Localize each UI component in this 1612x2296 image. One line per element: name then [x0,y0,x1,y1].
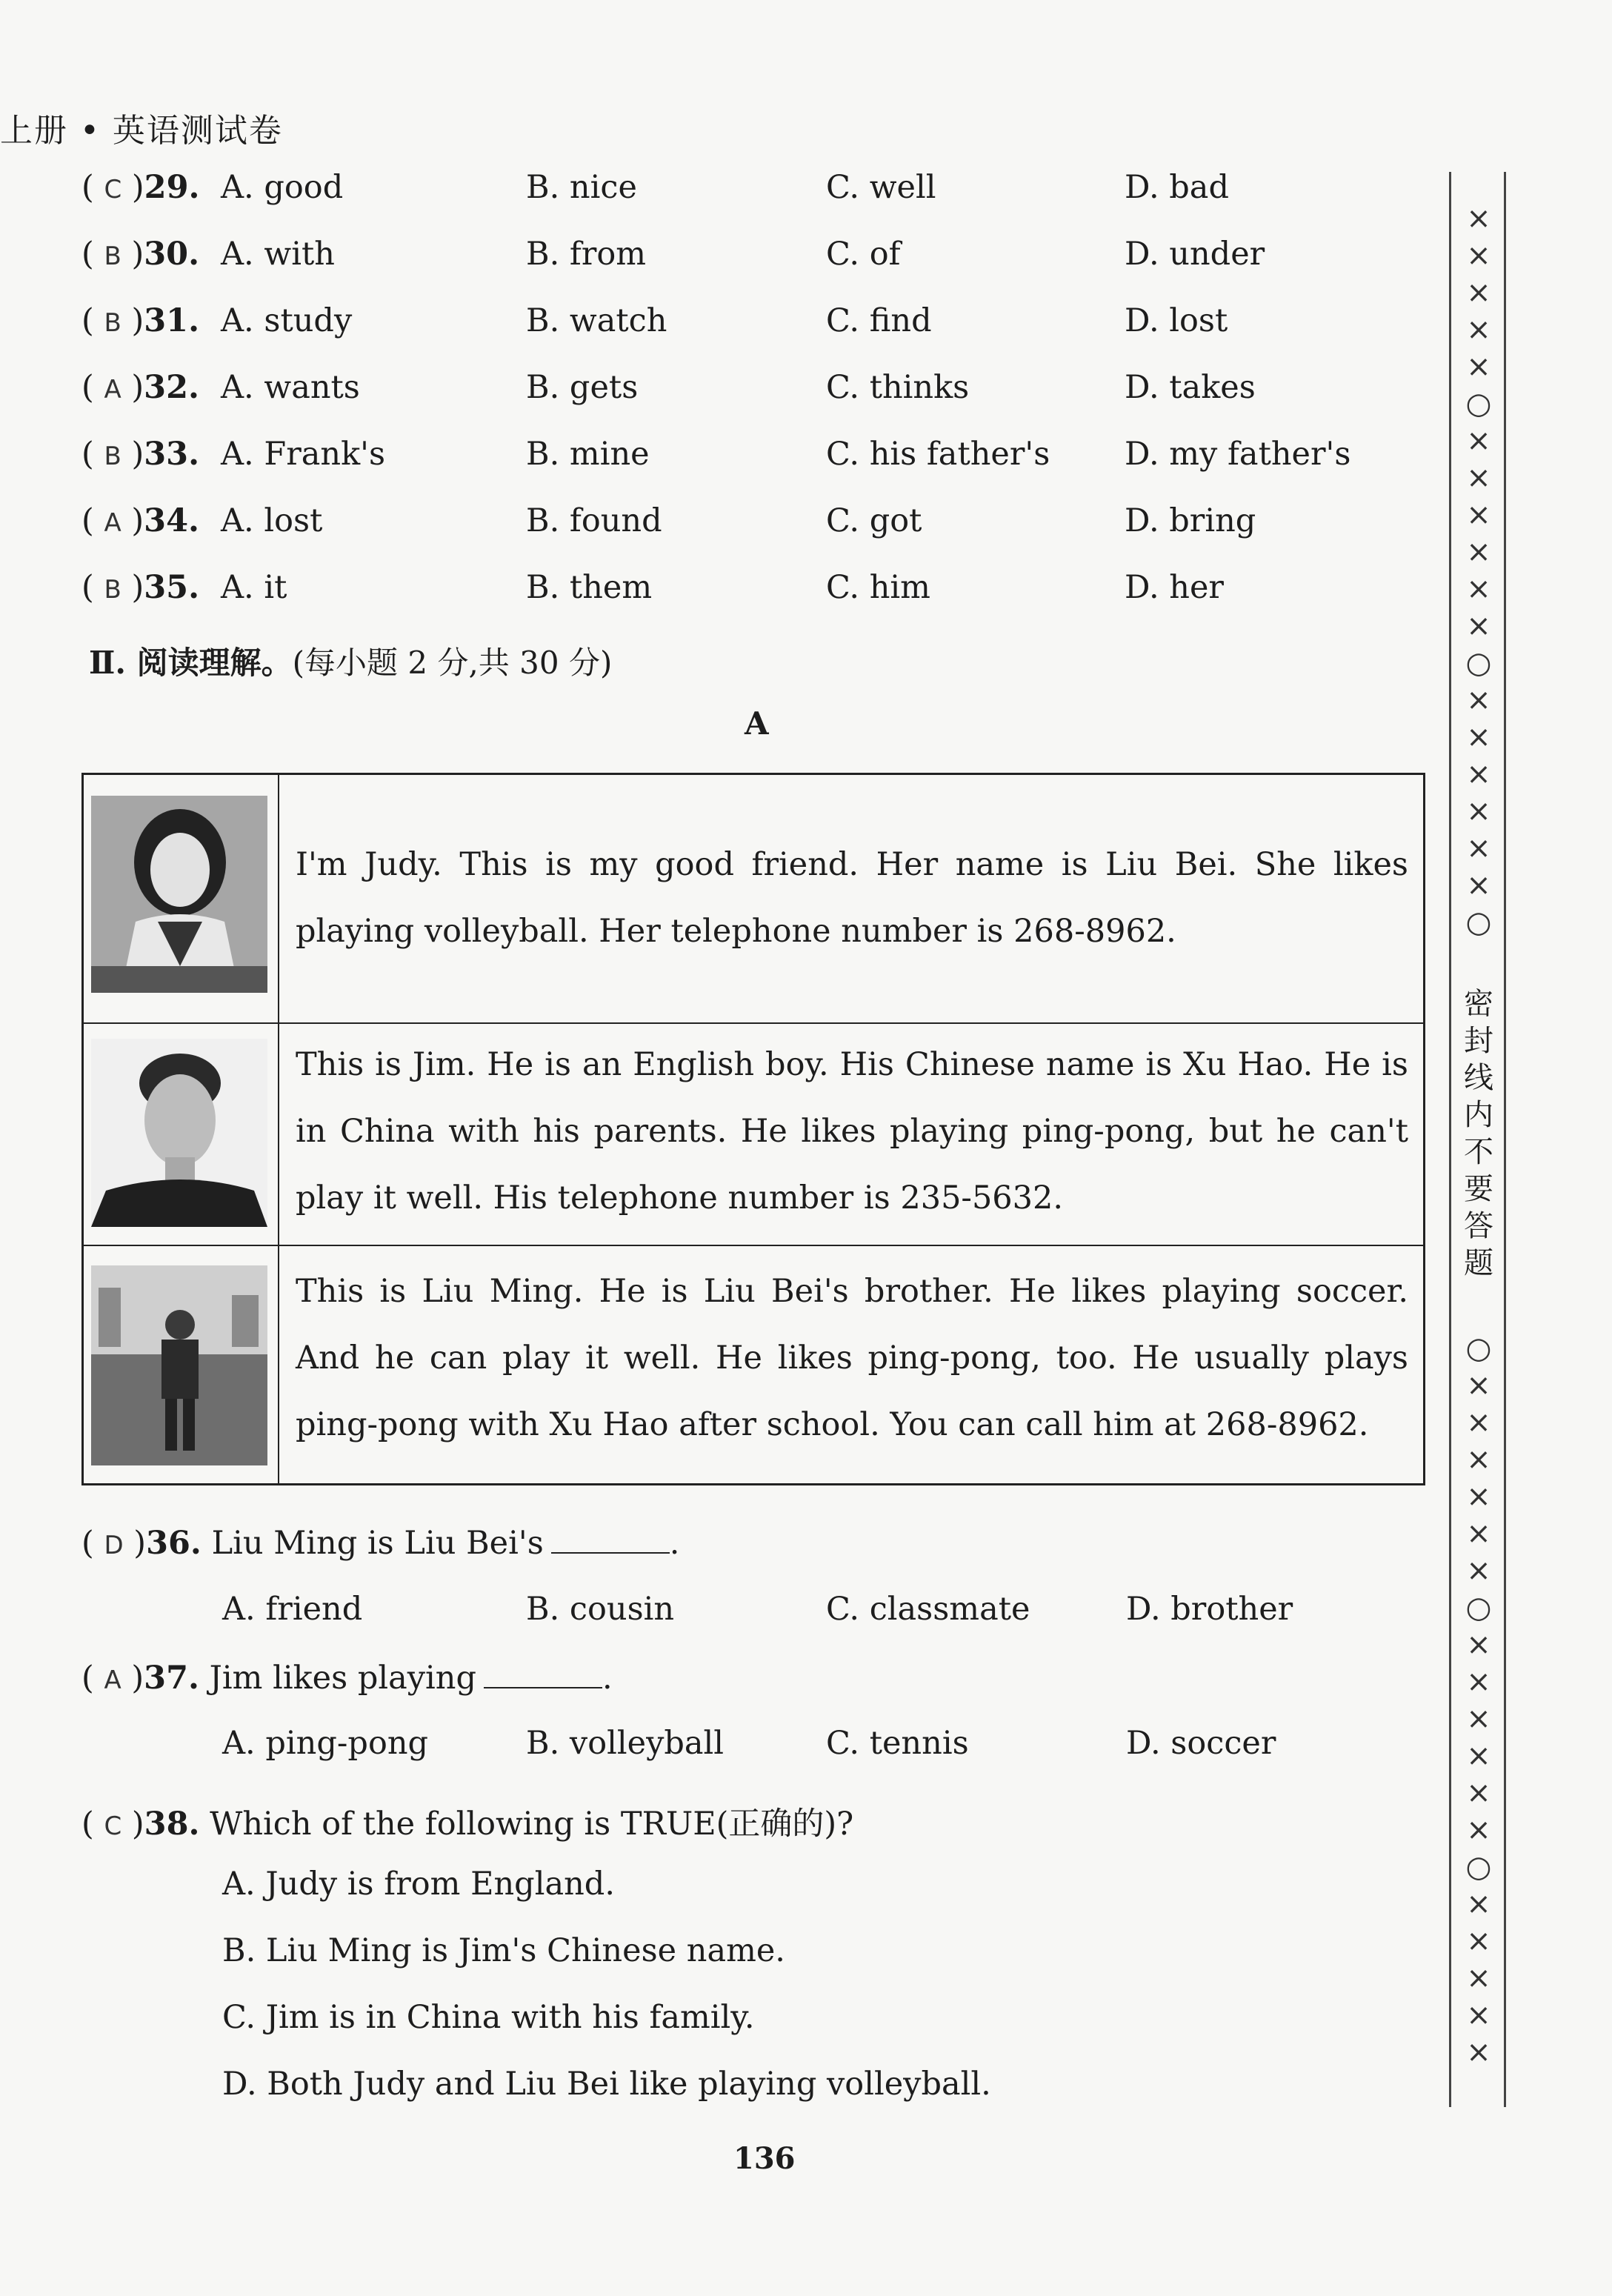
option-b: B. cousin [526,1591,675,1628]
option-c: C. of [826,236,901,273]
table-row-liu-ming [84,1246,1423,1483]
margin-mark: × [1466,1368,1491,1402]
option-b: B. mine [526,436,650,473]
margin-mark: × [1466,609,1491,643]
option-b: B. from [526,236,647,273]
margin-mark: × [1466,683,1491,717]
margin-mark: × [1466,424,1491,458]
option-c: C. Jim is in China with his family. [222,1999,755,2036]
option-c: C. classmate [826,1591,1030,1628]
table-row-judy [84,775,1423,1024]
question-36-stem: Liu Ming is Liu Bei's [211,1525,544,1562]
option-c: C. thinks [826,369,970,406]
section-heading: Ⅱ. 阅读理解。 [89,645,293,681]
section-note: (每小题 2 分,共 30 分) [292,645,613,681]
margin-mark: ○ [1465,1591,1492,1625]
option-b: B. watch [526,302,667,339]
margin-line-right [1504,172,1506,2107]
answer-29: C [104,175,122,204]
option-a: A. Judy is from England. [222,1866,615,1903]
option-d: D. her [1125,569,1224,606]
option-d: D. soccer [1126,1725,1276,1762]
margin-mark: × [1466,1480,1491,1514]
margin-line-left [1449,172,1451,2107]
header-title: 上册 • 英语测试卷 [0,112,283,150]
option-c: C. well [826,169,936,206]
margin-marks-top [1456,200,1501,941]
answer-36: D [104,1531,124,1560]
option-a: A. lost [221,502,323,539]
margin-mark: × [1466,461,1491,495]
qnum-32: 32. [144,369,199,406]
answer-blank [484,1657,602,1688]
margin-mark: × [1466,720,1491,754]
seal-line-notice: 密 封 线 内 不 要 答 题 [1464,987,1493,1280]
margin-mark: ○ [1465,646,1492,680]
option-c: C. find [826,302,932,339]
margin-mark: × [1466,868,1491,902]
margin-mark: × [1466,1628,1491,1662]
answer-34: A [104,508,121,538]
question-38-stem: Which of the following is TRUE(正确的)? [210,1806,854,1843]
margin-mark: × [1466,535,1491,569]
qnum-35: 35. [144,569,200,606]
option-d: D. lost [1125,302,1228,339]
answer-blank [551,1523,670,1554]
option-b: B. volleyball [526,1725,725,1762]
table-row-jim [84,1024,1423,1246]
option-b: B. nice [526,169,637,206]
option-d: D. takes [1125,369,1256,406]
option-a: A. good [221,169,344,206]
margin-mark: × [1466,757,1491,791]
option-a: A. ping-pong [222,1725,429,1762]
option-b: B. them [526,569,653,606]
option-a: A. it [221,569,287,606]
option-b: B. Liu Ming is Jim's Chinese name. [222,1932,785,1969]
option-b: B. found [526,502,662,539]
qnum-33: 33. [144,436,200,473]
option-d: D. my father's [1125,436,1351,473]
margin-mark: × [1466,1739,1491,1773]
answer-33: B [104,442,121,471]
option-a: A. Frank's [221,436,386,473]
margin-mark: ○ [1465,905,1492,939]
margin-mark: × [1466,1554,1491,1588]
qnum-30: 30. [144,236,200,273]
margin-mark: × [1466,1776,1491,1810]
answer-38: C [104,1811,122,1841]
option-c: C. tennis [826,1725,969,1762]
photo-soccer-boy [91,1265,267,1465]
photo-boy [91,1039,267,1227]
option-d: D. bring [1125,502,1256,539]
answer-30: B [104,242,121,271]
option-d: D. bad [1125,169,1229,206]
qnum-29: 29. [144,169,200,206]
passage-3: This is Liu Ming. He is Liu Bei's brother. He likes playing soccer. And he can play it well. He likes ping-pong, too. He usually plays ping-pong with Xu Hao after school. You can call him at 268-8962. [296,1273,1408,1443]
qnum-31: 31. [144,302,200,339]
margin-mark: × [1466,1405,1491,1440]
option-c: C. his father's [826,436,1050,473]
margin-mark: ○ [1465,1850,1492,1884]
passage-2: This is Jim. He is an English boy. His Chinese name is Xu Hao. He is in China with his parents. He likes playing ping-pong, but he can't play it well. His telephone number is 235-5632. [296,1046,1408,1217]
margin-mark: × [1466,2035,1491,2069]
option-a: A. friend [222,1591,363,1628]
margin-mark: × [1466,276,1491,310]
answer-31: B [104,308,121,338]
answer-32: A [104,375,121,405]
option-c: C. got [826,502,922,539]
margin-mark: ○ [1465,1331,1492,1365]
option-d: D. under [1125,236,1265,273]
option-d: D. brother [1126,1591,1293,1628]
question-37-stem: Jim likes playing [209,1660,477,1697]
option-d: D. Both Judy and Liu Bei like playing volleyball. [222,2066,991,2103]
margin-mark: × [1466,239,1491,273]
qnum-34: 34. [144,502,199,539]
margin-mark: × [1466,1887,1491,1921]
qnum-37: 37. [144,1660,199,1697]
margin-mark: × [1466,1443,1491,1477]
margin-mark: × [1466,794,1491,828]
margin-mark: ○ [1465,387,1492,421]
margin-mark: × [1466,831,1491,865]
qnum-38: 38. [144,1806,200,1843]
margin-mark: × [1466,1998,1491,2032]
photo-girl [91,796,267,993]
option-c: C. him [826,569,930,606]
reading-table [81,773,1425,1485]
option-a: A. with [221,236,335,273]
margin-marks-bottom [1456,1330,1501,2071]
margin-mark: × [1466,313,1491,347]
margin-mark: × [1466,1961,1491,1995]
answer-37: A [104,1666,121,1695]
margin-mark: × [1466,350,1491,384]
margin-mark: × [1466,1702,1491,1736]
option-a: A. study [221,302,353,339]
margin-mark: × [1466,1665,1491,1699]
answer-35: B [104,575,121,605]
passage-1: I'm Judy. This is my good friend. Her name is Liu Bei. She likes playing volleyball. Her telephone number is 268-8962. [296,846,1408,950]
margin-mark: × [1466,202,1491,236]
qnum-36: 36. [146,1525,202,1562]
section-title [89,639,612,683]
option-a: A. wants [221,369,360,406]
part-label: A [745,705,769,742]
margin-mark: × [1466,498,1491,532]
margin-mark: × [1466,1813,1491,1847]
margin-mark: × [1466,1924,1491,1958]
margin-mark: × [1466,1517,1491,1551]
option-b: B. gets [526,369,639,406]
page-number: 136 [733,2141,796,2176]
margin-mark: × [1466,572,1491,606]
